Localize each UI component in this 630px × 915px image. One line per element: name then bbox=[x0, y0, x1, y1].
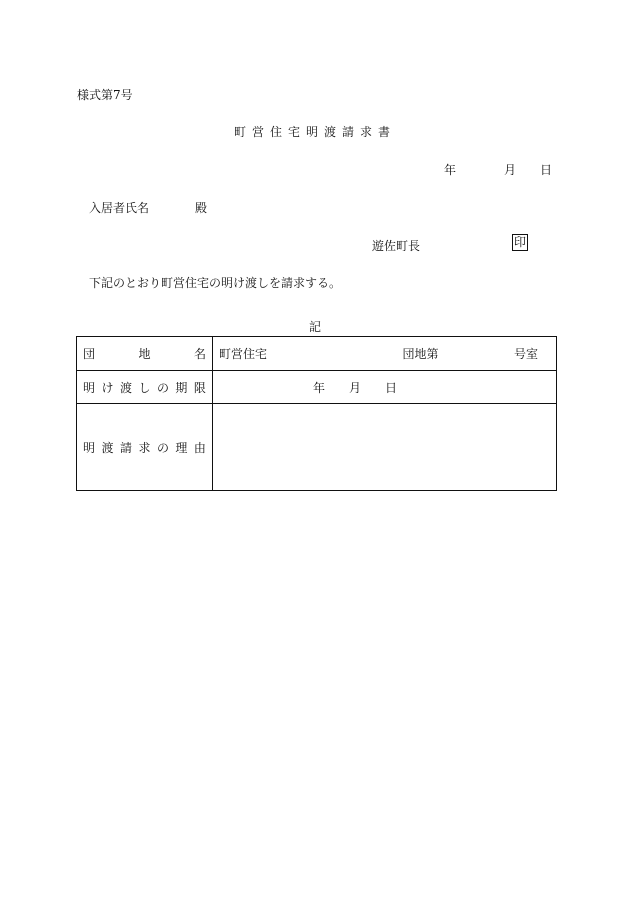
housing-mid: 団地第 bbox=[402, 347, 439, 361]
label-danchi-mei: 団 地 名 bbox=[77, 337, 213, 371]
resident-honorific: 殿 bbox=[195, 201, 208, 215]
date-month: 月 bbox=[504, 163, 517, 177]
deadline-day: 日 bbox=[385, 380, 398, 395]
deadline-month: 月 bbox=[349, 380, 362, 395]
date-line bbox=[444, 161, 552, 178]
resident-line bbox=[89, 199, 207, 216]
housing-suffix: 号室 bbox=[513, 347, 538, 361]
document-title: 町営住宅明渡請求書 bbox=[233, 125, 396, 139]
table-row bbox=[77, 371, 557, 404]
housing-prefix: 町営住宅 bbox=[219, 347, 268, 361]
request-table bbox=[76, 336, 557, 491]
seal-mark: 印 bbox=[514, 235, 527, 249]
table-row bbox=[77, 337, 557, 371]
issuer-label: 遊佐町長 bbox=[372, 239, 421, 253]
date-day: 日 bbox=[540, 163, 553, 177]
form-number: 様式第7号 bbox=[77, 88, 133, 102]
value-deadline[interactable] bbox=[213, 371, 557, 404]
value-danchi-mei[interactable] bbox=[213, 337, 557, 371]
ki-heading: 記 bbox=[308, 320, 321, 334]
resident-label: 入居者氏名 bbox=[89, 201, 150, 215]
table-row bbox=[77, 404, 557, 491]
value-reason[interactable] bbox=[213, 404, 557, 491]
label-reason: 明 渡 請 求 の 理 由 bbox=[77, 404, 213, 491]
label-deadline: 明 け 渡 し の 期 限 bbox=[77, 371, 213, 404]
deadline-year: 年 bbox=[313, 380, 326, 395]
body-text: 下記のとおり町営住宅の明け渡しを請求する。 bbox=[89, 276, 342, 290]
date-year: 年 bbox=[444, 163, 457, 177]
